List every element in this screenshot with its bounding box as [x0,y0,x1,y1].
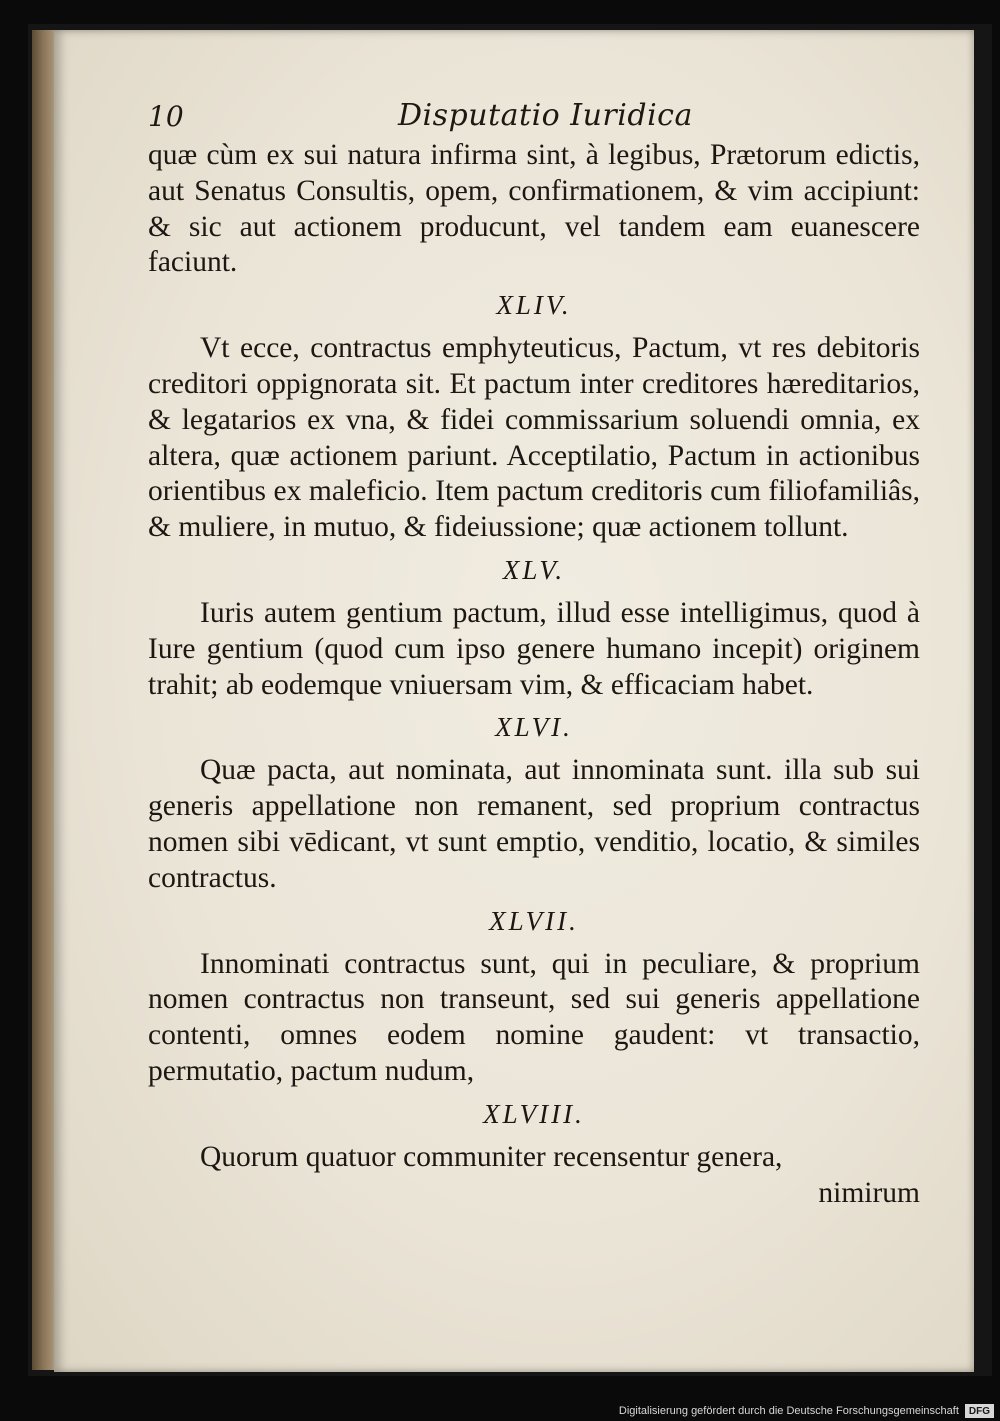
dfg-logo: DFG [965,1404,994,1418]
main-text [148,138,920,1211]
paragraph-47: Innominati contractus sunt, qui in peculiare, & proprium nomen contractus non transeunt, sed sui generis appellatione contenti, omnes eodem nomine gaudent: vt transactio, permutatio, pactum nudum, [148,947,920,1087]
paragraph-43-continuation: quæ cùm ex sui natura infirma sint, à legibus, Prætorum edictis, aut Senatus Consultis, opem, confirmationem, & vim accipiunt: & sic aut actionem producunt, vel tandem eam euanescere faciunt. [148,139,920,279]
paragraph-44: Vt ecce, contractus emphyteuticus, Pactum, vt res debitoris creditori oppignorata sit. Et pactum inter creditores hæreditarios, & legatarios ex vna, & fidei commissarium soluendi omnia, ex altera, quæ actionem pariunt. Acceptilatio, Pactum in actionibus orientibus ex maleficio. Item pactum creditoris cum filiofamiliâs, & muliere, in mutuo, & fideiussione; quæ actionem tollunt. [148,332,920,544]
section-heading-44: XLIV. [496,290,572,321]
section-heading-47: XLVII. [489,905,579,936]
paragraph-45: Iuris autem gentium pactum, illud esse intelligimus, quod à Iure gentium (quod cum ipso genere humano incepit) originem trahit; ab eodemque vniuersam vim, & efficaciam habet. [148,596,920,701]
running-head: Disputatio Iuridica [398,98,693,133]
catchword: nimirum [818,1176,920,1209]
paragraph-46: Quæ pacta, aut nominata, aut innominata sunt. illa sub sui generis appellatione non remanent, sed proprium contractus nomen sibi vēdicant, vt sunt emptio, venditio, locatio, & similes contractus. [148,754,920,894]
section-heading-46: XLVI. [495,712,573,743]
paragraph-48: Quorum quatuor communiter recensentur genera, [200,1140,783,1173]
section-heading-48: XLVIII. [483,1098,585,1129]
footer-bar [600,1401,1000,1421]
section-heading-45: XLV. [502,554,566,585]
page-number: 10 [148,100,184,133]
funding-notice: Digitalisierung gefördert durch die Deutsche Forschungsgemeinschaft [618,1405,959,1417]
